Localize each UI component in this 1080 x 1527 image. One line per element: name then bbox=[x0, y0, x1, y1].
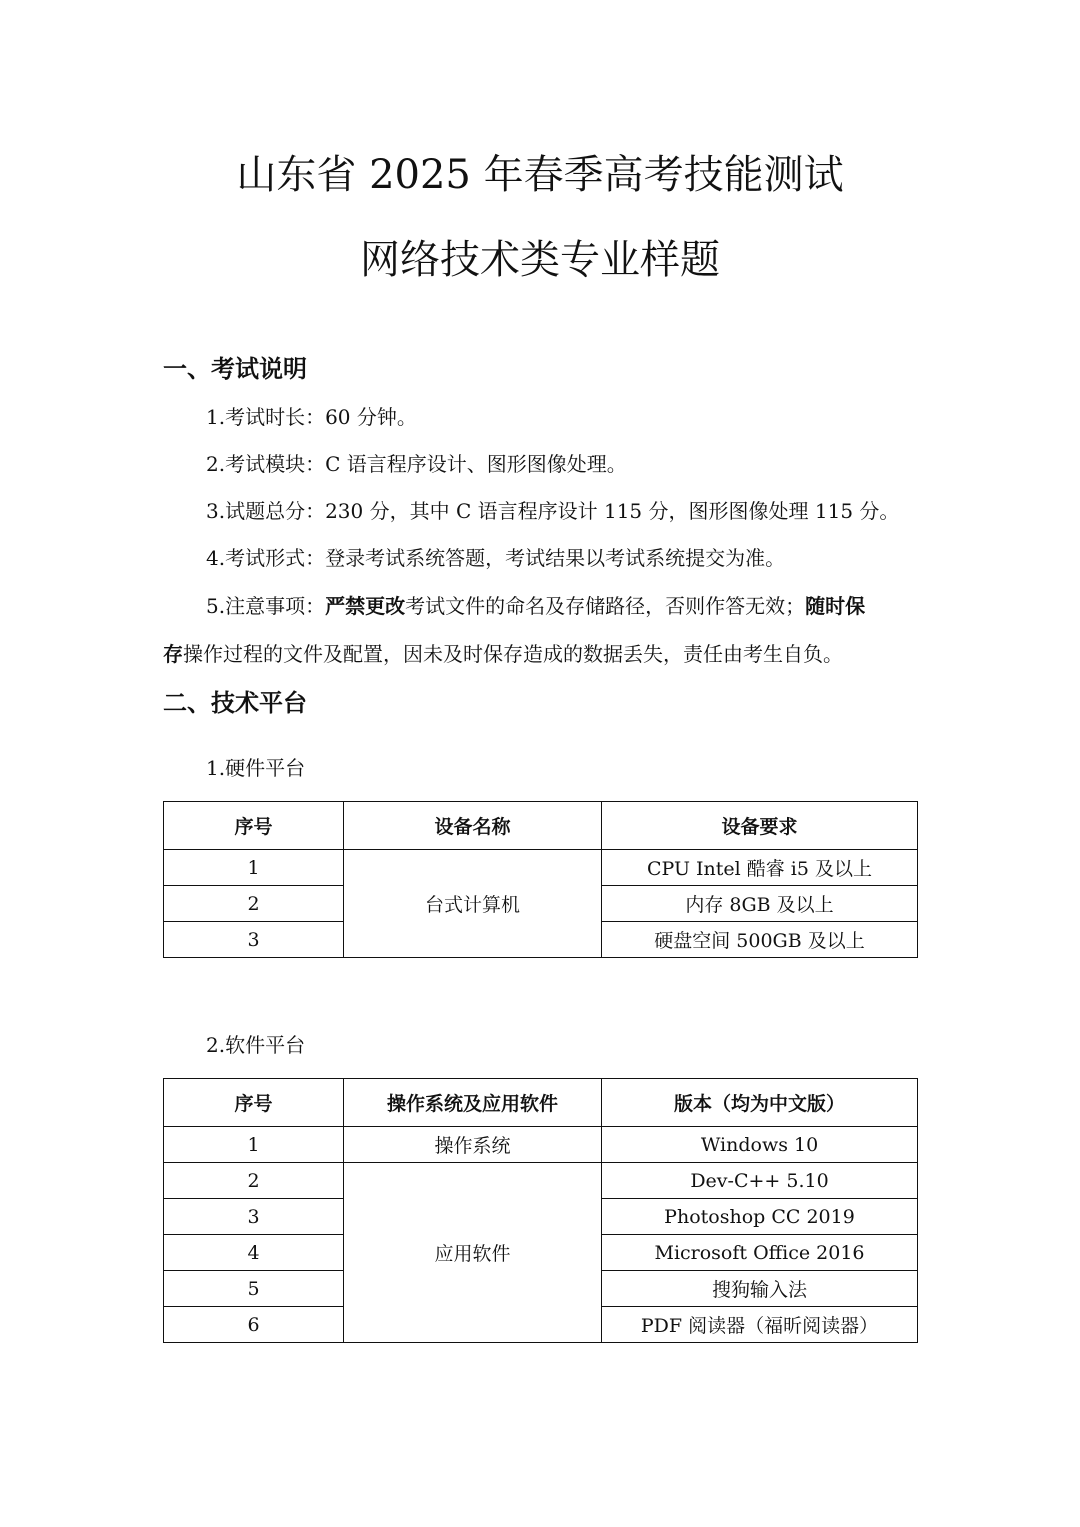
section-heading-tech-platform: 二、技术平台 bbox=[163, 689, 307, 717]
header-cell: 序号 bbox=[164, 1079, 344, 1127]
exam-note-total-score: 3.试题总分：230 分，其中 C 语言程序设计 115 分，图形图像处理 115 分。 bbox=[206, 499, 900, 523]
row-number: 4 bbox=[164, 1235, 344, 1271]
precautions-rest: 操作过程的文件及配置，因未及时保存造成的数据丢失，责任由考生自负。 bbox=[183, 642, 843, 666]
software-platform-label: 2.软件平台 bbox=[206, 1033, 306, 1057]
header-cell: 版本（均为中文版） bbox=[602, 1079, 918, 1127]
row-number: 3 bbox=[164, 922, 344, 958]
header-cell: 设备名称 bbox=[344, 802, 602, 850]
row-number: 5 bbox=[164, 1271, 344, 1307]
header-cell: 操作系统及应用软件 bbox=[344, 1079, 602, 1127]
header-cell: 序号 bbox=[164, 802, 344, 850]
version-cell: 搜狗输入法 bbox=[602, 1271, 918, 1307]
hardware-table bbox=[163, 801, 918, 958]
section-heading-exam-notes: 一、考试说明 bbox=[163, 355, 307, 383]
software-category-cell: 操作系统 bbox=[344, 1127, 602, 1163]
version-cell: PDF 阅读器（福昕阅读器） bbox=[602, 1307, 918, 1343]
table-header-row bbox=[164, 1079, 918, 1127]
row-number: 2 bbox=[164, 1163, 344, 1199]
row-number: 6 bbox=[164, 1307, 344, 1343]
software-category-cell: 应用软件 bbox=[344, 1163, 602, 1343]
requirement-cell: CPU Intel 酷睿 i5 及以上 bbox=[602, 850, 918, 886]
precautions-bold-save-a: 随时保 bbox=[805, 594, 866, 618]
version-cell: Windows 10 bbox=[602, 1127, 918, 1163]
requirement-cell: 内存 8GB 及以上 bbox=[602, 886, 918, 922]
device-name-cell: 台式计算机 bbox=[344, 850, 602, 958]
row-number: 1 bbox=[164, 850, 344, 886]
requirement-cell: 硬盘空间 500GB 及以上 bbox=[602, 922, 918, 958]
exam-note-duration: 1.考试时长：60 分钟。 bbox=[206, 405, 417, 429]
exam-note-precautions-continued bbox=[163, 644, 919, 664]
table-row bbox=[164, 850, 918, 886]
software-table bbox=[163, 1078, 918, 1343]
row-number: 1 bbox=[164, 1127, 344, 1163]
precautions-bold-no-modify: 严禁更改 bbox=[325, 594, 406, 618]
exam-note-precautions bbox=[206, 596, 919, 616]
version-cell: Photoshop CC 2019 bbox=[602, 1199, 918, 1235]
table-row bbox=[164, 1127, 918, 1163]
table-header-row bbox=[164, 802, 918, 850]
row-number: 2 bbox=[164, 886, 344, 922]
exam-note-format: 4.考试形式：登录考试系统答题，考试结果以考试系统提交为准。 bbox=[206, 546, 786, 570]
precautions-prefix: 5.注意事项： bbox=[206, 594, 326, 618]
document-subtitle: 网络技术类专业样题 bbox=[360, 237, 720, 283]
version-cell: Dev-C++ 5.10 bbox=[602, 1163, 918, 1199]
exam-note-modules: 2.考试模块：C 语言程序设计、图形图像处理。 bbox=[206, 452, 627, 476]
table-row bbox=[164, 1163, 918, 1199]
hardware-platform-label: 1.硬件平台 bbox=[206, 756, 306, 780]
document-title: 山东省 2025 年春季高考技能测试 bbox=[236, 152, 844, 198]
row-number: 3 bbox=[164, 1199, 344, 1235]
precautions-bold-save-b: 存 bbox=[163, 642, 183, 666]
precautions-mid: 考试文件的命名及存储路径，否则作答无效； bbox=[405, 594, 806, 618]
version-cell: Microsoft Office 2016 bbox=[602, 1235, 918, 1271]
header-cell: 设备要求 bbox=[602, 802, 918, 850]
